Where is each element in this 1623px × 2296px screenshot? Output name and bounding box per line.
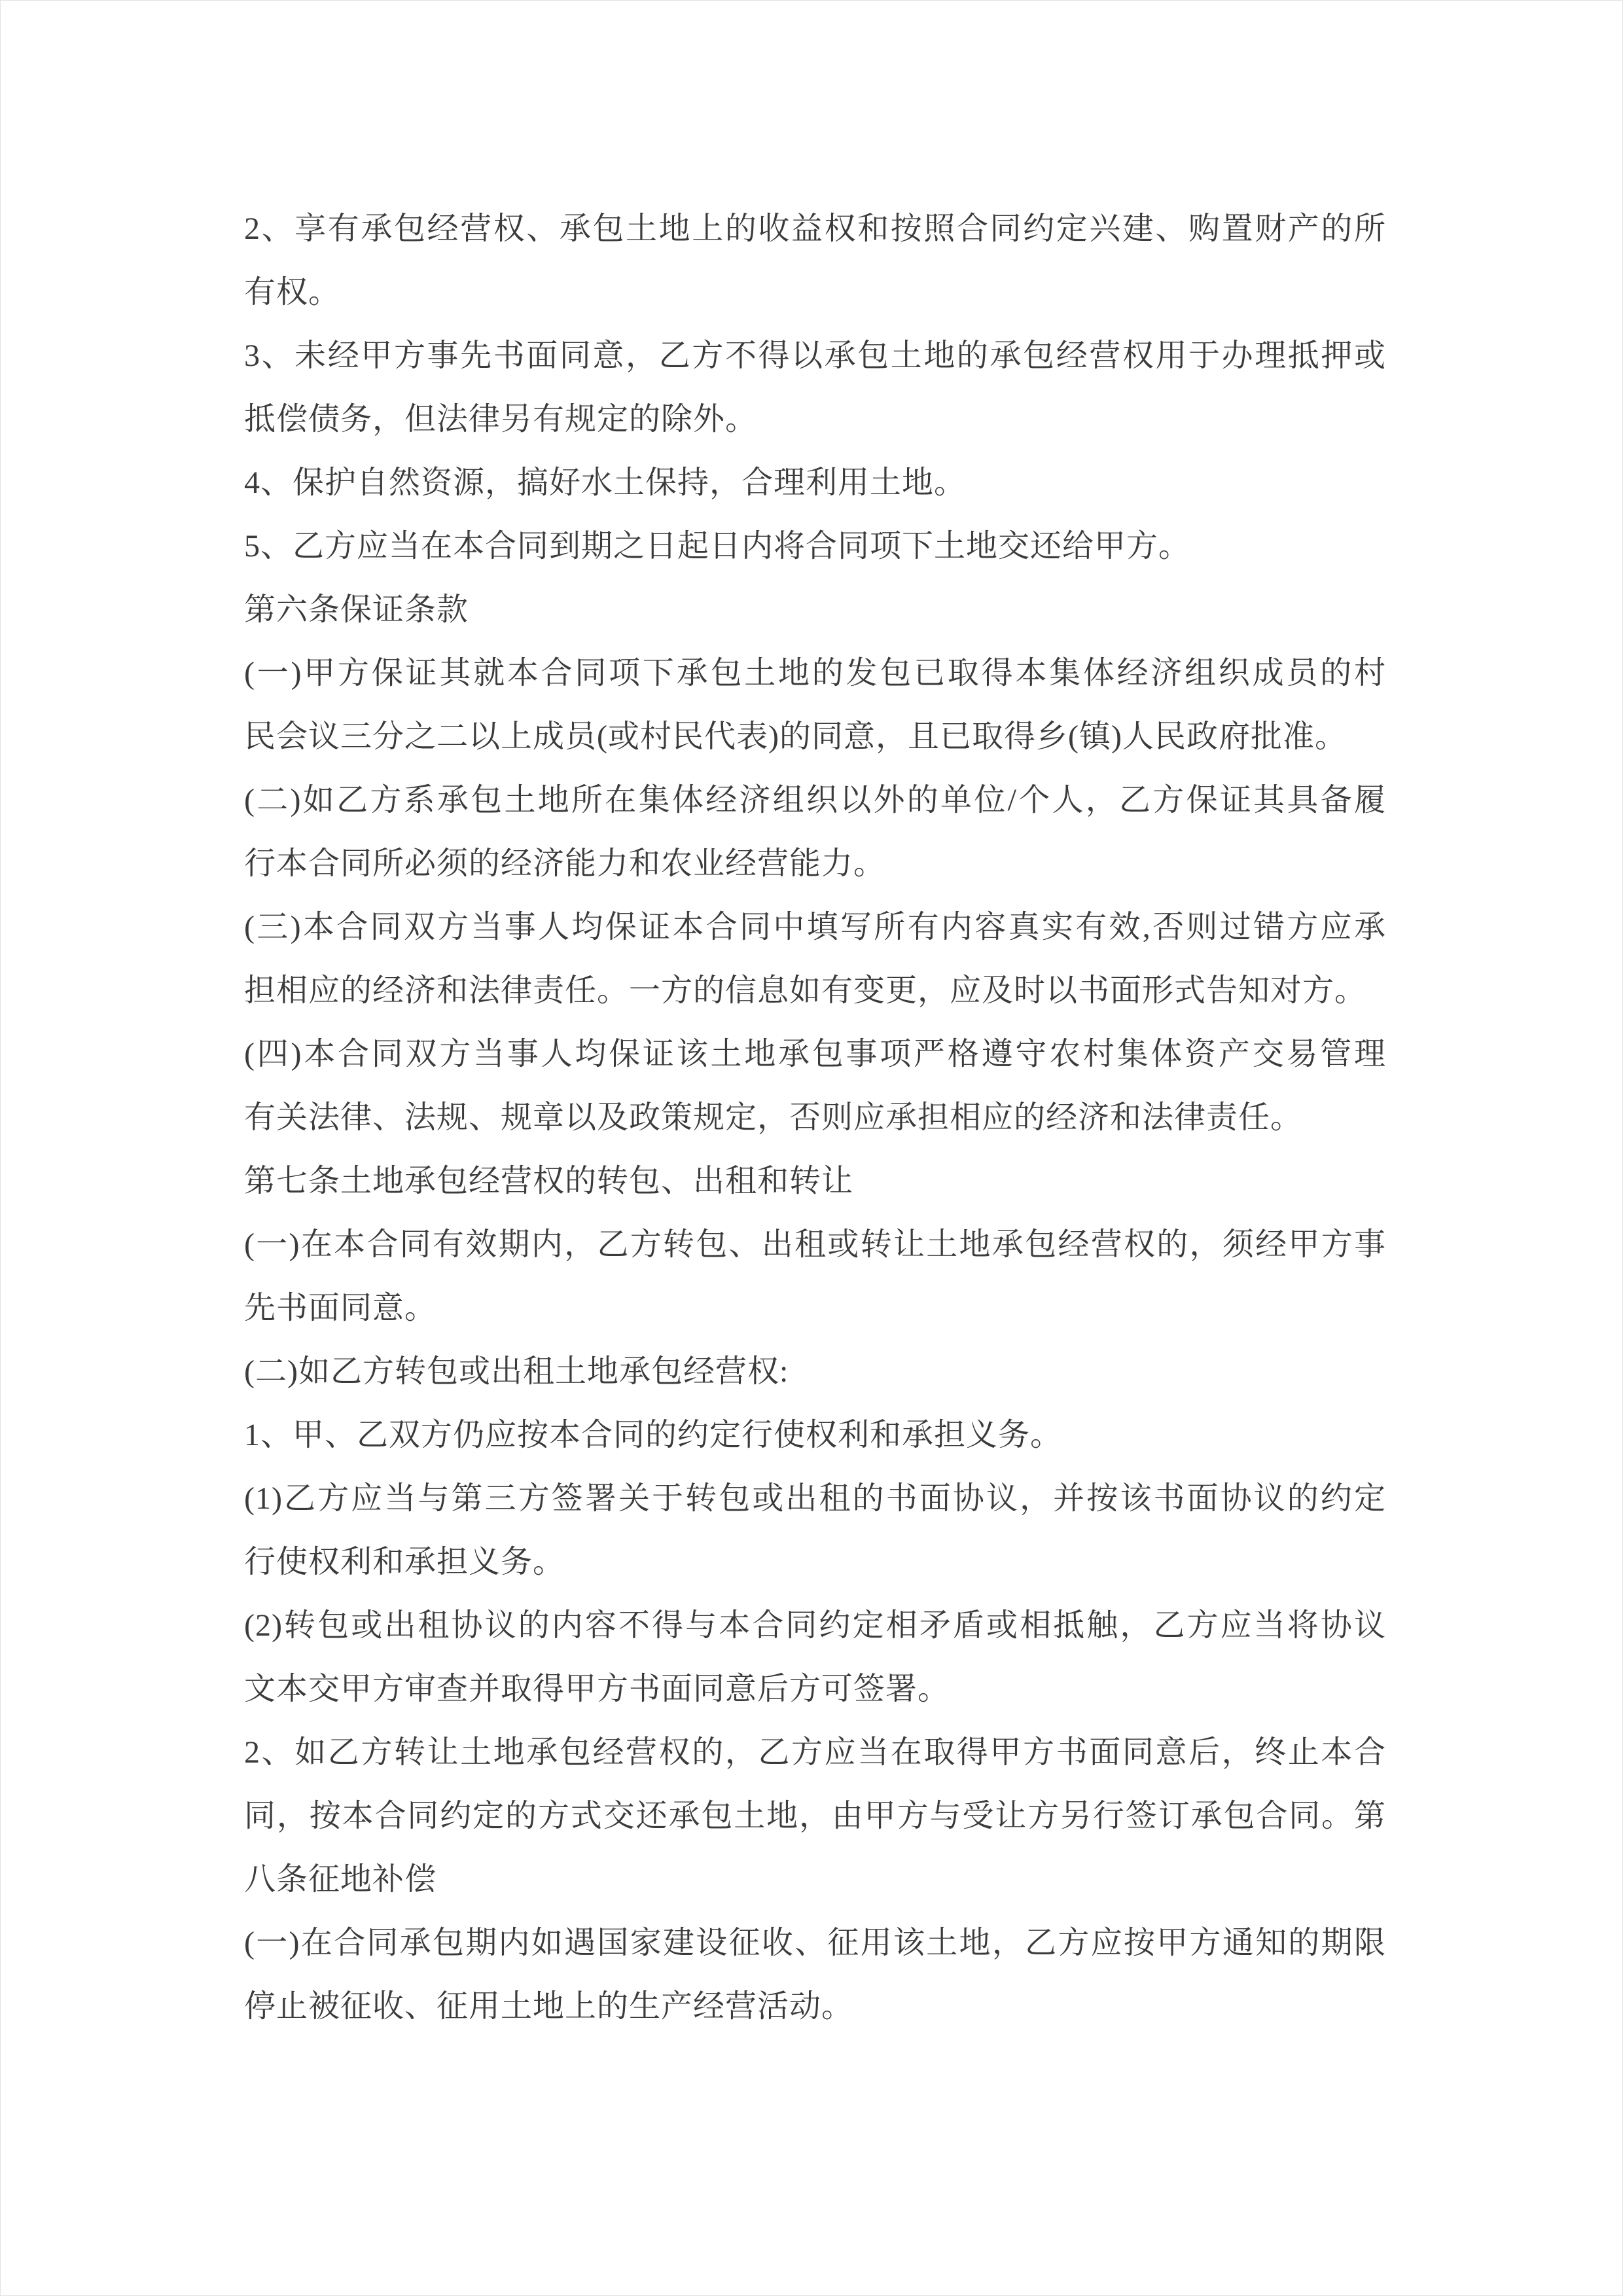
text-line: (三)本合同双方当事人均保证本合同中填写所有内容真实有效,否则过错方应承	[244, 910, 1386, 944]
text-line: 行使权利和承担义务。	[244, 1545, 565, 1579]
text-line: 有关法律、法规、规章以及政策规定，否则应承担相应的经济和法律责任。	[244, 1100, 1303, 1135]
text-line: 八条征地补偿	[244, 1862, 437, 1897]
text-line: 3、未经甲方事先书面同意，乙方不得以承包土地的承包经营权用于办理抵押或	[244, 338, 1386, 373]
text-line: 有权。	[244, 275, 341, 310]
text-line: 担相应的经济和法律责任。一方的信息如有变更，应及时以书面形式告知对方。	[244, 973, 1367, 1008]
text-line: (四)本合同双方当事人均保证该土地承包事项严格遵守农村集体资产交易管理	[244, 1037, 1386, 1071]
text-line: (1)乙方应当与第三方签署关于转包或出租的书面协议，并按该书面协议的约定	[244, 1481, 1386, 1516]
text-line: (二)如乙方转包或出租土地承包经营权:	[244, 1354, 789, 1389]
text-line: (一)在合同承包期内如遇国家建设征收、征用该土地，乙方应按甲方通知的期限	[244, 1926, 1386, 1960]
text-line: 2、如乙方转让土地承包经营权的，乙方应当在取得甲方书面同意后，终止本合	[244, 1735, 1386, 1770]
text-line: 第六条保证条款	[244, 592, 469, 627]
text-line: 2、享有承包经营权、承包土地上的收益权和按照合同约定兴建、购置财产的所	[244, 211, 1386, 246]
text-line: 4、保护自然资源，搞好水土保持，合理利用土地。	[244, 465, 967, 500]
document-text-block	[244, 197, 1386, 2038]
text-line: (一)在本合同有效期内，乙方转包、出租或转让土地承包经营权的，须经甲方事	[244, 1227, 1386, 1262]
text-line: (一)甲方保证其就本合同项下承包土地的发包已取得本集体经济组织成员的村	[244, 656, 1386, 691]
text-line: 第七条土地承包经营权的转包、出租和转让	[244, 1164, 854, 1198]
text-line: 民会议三分之二以上成员(或村民代表)的同意，且已取得乡(镇)人民政府批准。	[244, 719, 1347, 754]
text-line: 5、乙方应当在本合同到期之日起日内将合同项下土地交还给甲方。	[244, 529, 1191, 564]
text-line: 抵偿债务，但法律另有规定的除外。	[244, 402, 758, 437]
text-line: 先书面同意。	[244, 1291, 437, 1325]
text-line: (2)转包或出租协议的内容不得与本合同约定相矛盾或相抵触，乙方应当将协议	[244, 1608, 1386, 1643]
text-line: (二)如乙方系承包土地所在集体经济组织以外的单位/个人，乙方保证其具备履	[244, 783, 1386, 817]
text-line: 停止被征收、征用土地上的生产经营活动。	[244, 1989, 854, 2024]
text-line: 文本交甲方审查并取得甲方书面同意后方可签署。	[244, 1672, 950, 1706]
text-line: 行本合同所必须的经济能力和农业经营能力。	[244, 846, 886, 881]
text-line: 同，按本合同约定的方式交还承包土地，由甲方与受让方另行签订承包合同。第	[244, 1799, 1386, 1833]
text-line: 1、甲、乙双方仍应按本合同的约定行使权利和承担义务。	[244, 1418, 1063, 1452]
